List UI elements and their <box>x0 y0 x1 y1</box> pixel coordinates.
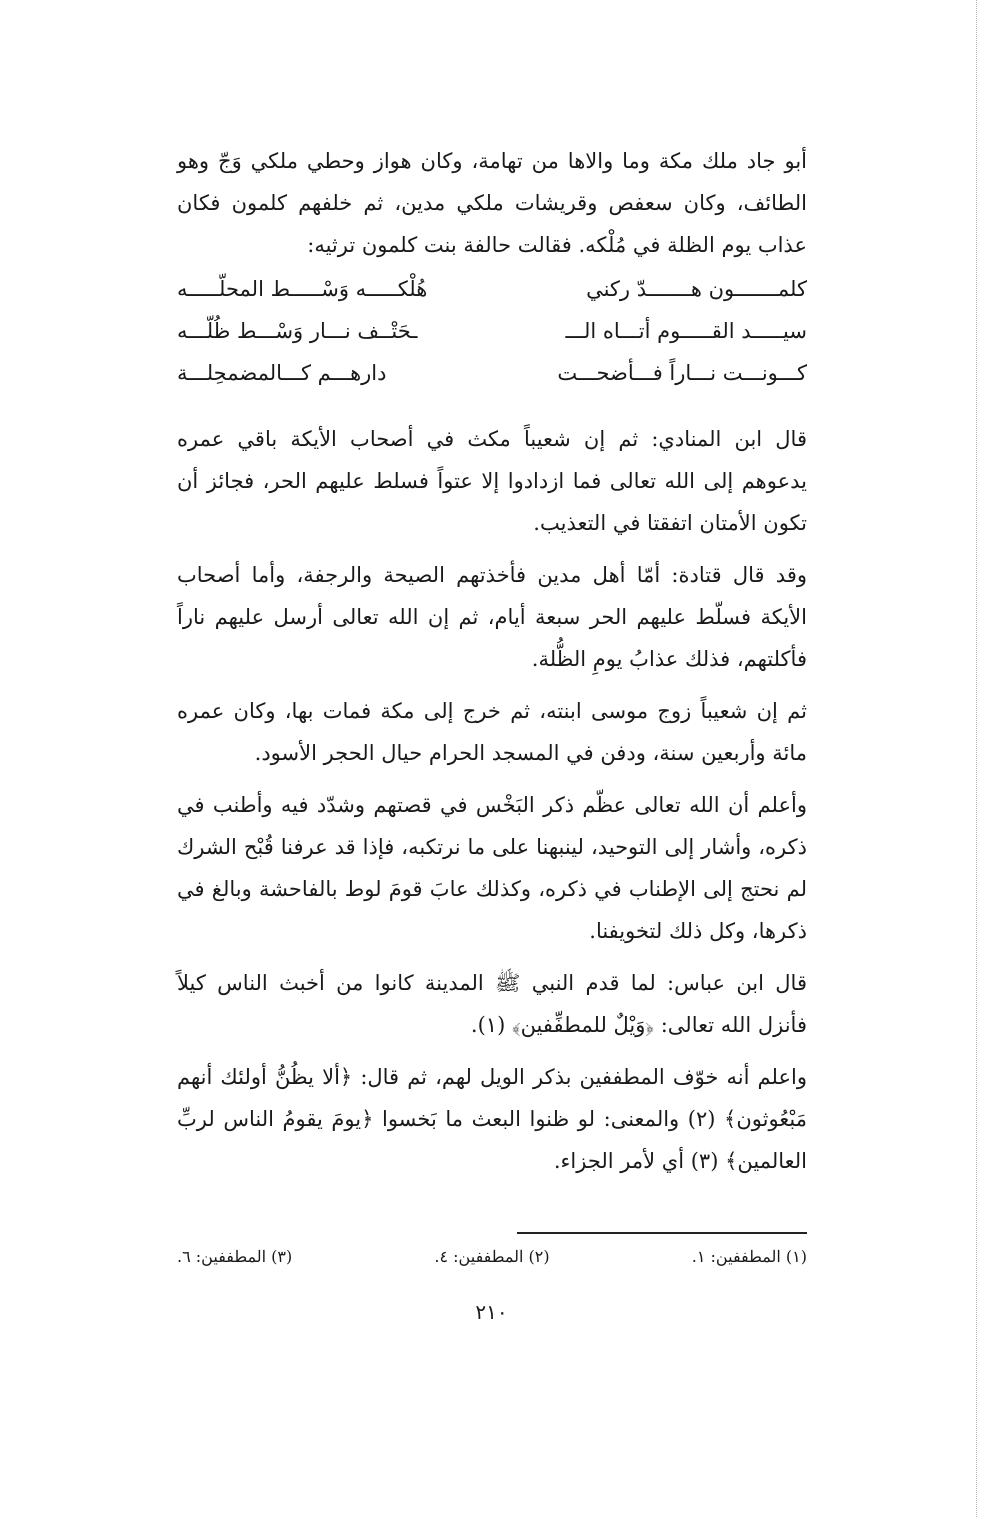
body-text <box>177 140 807 1192</box>
footnote-divider <box>517 1232 807 1234</box>
footnote-item: (١) المطففين: ١. <box>691 1247 807 1266</box>
footnote-item: (٣) المطففين: ٦. <box>177 1247 293 1266</box>
page-number: ٢١٠ <box>475 1300 508 1324</box>
footnote-item: (٢) المطففين: ٤. <box>434 1247 550 1266</box>
verse-second-hemistich: دارهـــم كـــالمضمحِلـــة <box>177 361 387 385</box>
verse-second-hemistich: هُلْكـــــه وَسْـــــط المحلّـــــه <box>177 277 428 301</box>
paragraph-bakhs: وأعلم أن الله تعالى عظّم ذكر البَخْس في قصتهم وشدّد فيه وأطنب في ذكره، وأشار إلى التوحيد، لينبهنا على ما نرتكبه، فإذا قد عرفنا قُبْح الشرك لم نحتج إلى الإطناب في ذكره، وكذلك عابَ قومَ لوط بالفاحشة وبالغ في ذكرها، وكل ذلك لتخويفنا. <box>177 793 807 943</box>
verse-first-hemistich: كلمـــــــون هـــــــدّ ركني <box>586 277 807 301</box>
poem-verse <box>177 310 807 352</box>
paragraph-qatada: وقد قال قتادة: أمّا أهل مدين فأخذتهم الصيحة والرجفة، وأما أصحاب الأيكة فسلّط عليهم الحر سبعة أيام، ثم إن الله تعالى أرسل عليهم ناراً فأكلتهم، فذلك عذابُ يومِ الظُّلة. <box>177 563 807 671</box>
verse-first-hemistich: سيـــــد القـــــوم أتـــاه الـــ <box>565 319 807 343</box>
paragraph-ibn-abbas: قال ابن عباس: لما قدم النبي ﷺ المدينة كانوا من أخبث الناس كيلاً فأنزل الله تعالى: ﴿وَيْلٌ للمطفِّفين﴾ (١). <box>177 971 807 1037</box>
poem-verse <box>177 268 807 310</box>
poem-verse <box>177 352 807 394</box>
page-edge-line <box>976 0 978 1517</box>
verse-first-hemistich: كـــونـــت نـــاراً فـــأضحـــت <box>557 361 807 385</box>
paragraph-shuayb-death: ثم إن شعيباً زوج موسى ابنته، ثم خرج إلى مكة فمات بها، وكان عمره مائة وأربعين سنة، ودفن في المسجد الحرام حيال الحجر الأسود. <box>177 699 807 765</box>
elegy-poem <box>177 268 807 394</box>
paragraph-ibn-almunadi: قال ابن المنادي: ثم إن شعيباً مكث في أصحاب الأيكة باقي عمره يدعوهم إلى الله تعالى فما ازدادوا إلا عتواً فسلط عليهم الحر، فجائز أن تكون الأمتان اتفقتا في التعذيب. <box>177 427 807 535</box>
footnotes <box>177 1245 807 1269</box>
paragraph-mutaffifin: واعلم أنه خوّف المطففين بذكر الويل لهم، ثم قال: ﴿ألا يظُنُّ أولئك أنهم مَبْعُوثون﴾ (٢) والمعنى: لو ظنوا البعث ما بَخسوا ﴿يومَ يقومُ الناس لربِّ العالمين﴾ (٣) أي لأمر الجزاء. <box>177 1065 808 1173</box>
verse-second-hemistich: ـحَتْــف نـــار وَسْـــط ظُلّـــه <box>177 319 418 343</box>
paragraph-intro: أبو جاد ملك مكة وما والاها من تهامة، وكان هواز وحطي ملكي وَجّ وهو الطائف، وكان سعفص وقريشات ملكي مدين، ثم خلفهم كلمون فكان عذاب يوم الظلة في مُلْكه. فقالت حالفة بنت كلمون ترثيه: <box>177 149 807 257</box>
